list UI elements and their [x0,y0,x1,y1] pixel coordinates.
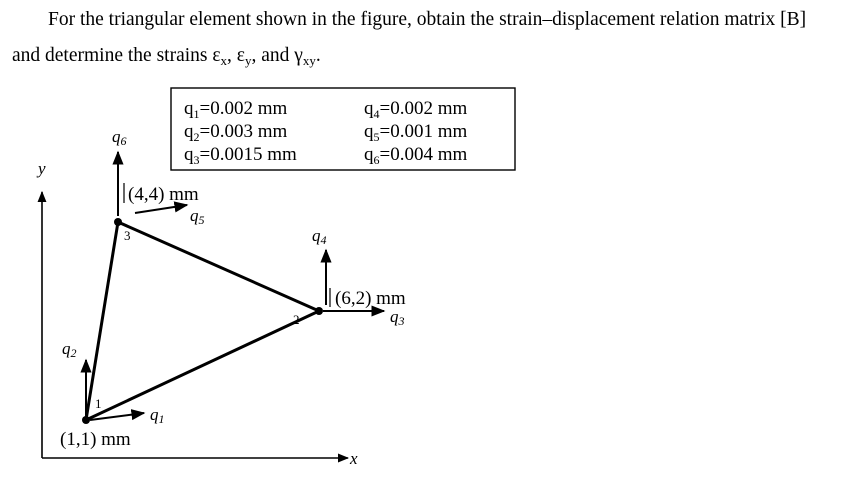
given-q6: $q_6=0.004$ mm [364,144,468,167]
node-1-coord: (1,1) mm [60,429,131,450]
line2-prefix: and determine the strains ε [12,45,221,66]
x-axis-label: x [350,449,358,468]
line2-end: . [315,45,321,66]
node-1 [82,416,90,424]
dof-label-q4: q4 [312,226,327,247]
y-axis-label: y [38,159,46,178]
given-q2: $q_2=0.003$ mm [184,121,288,144]
dof-label-q1: q1 [150,405,165,426]
line2-sep1: , ε [227,45,245,66]
dof-label-q5: q5 [190,206,205,227]
node-3 [114,218,122,226]
line2-sep2: , and γ [251,45,303,66]
problem-line-1: For the triangular element shown in the figure, obtain the strain–displacement relation matrix [B] [48,9,807,30]
triangle-element [86,222,319,420]
node-2 [315,307,323,315]
given-q4: $q_4=0.002$ mm [364,98,468,121]
sub-xy: xy [302,53,316,68]
node-2-coord: (6,2) mm [335,288,406,309]
given-q5: $q_5=0.001$ mm [364,121,468,144]
given-q3: $q_3=0.0015$ mm [184,144,297,167]
node-3-number: 3 [124,228,131,243]
sub-x: x [220,53,228,68]
sub-y: y [245,53,252,68]
dof-label-q2: q2 [62,339,77,360]
dof-arrow-q5 [135,205,187,213]
given-q1: $q_1=0.002$ mm [184,98,288,121]
dof-label-q3: q3 [390,307,405,328]
dof-label-q6: q6 [112,127,127,148]
node-1-number: 1 [95,396,102,411]
node-3-coord: (4,4) mm [128,184,199,205]
node-2-number: 2 [293,312,300,327]
